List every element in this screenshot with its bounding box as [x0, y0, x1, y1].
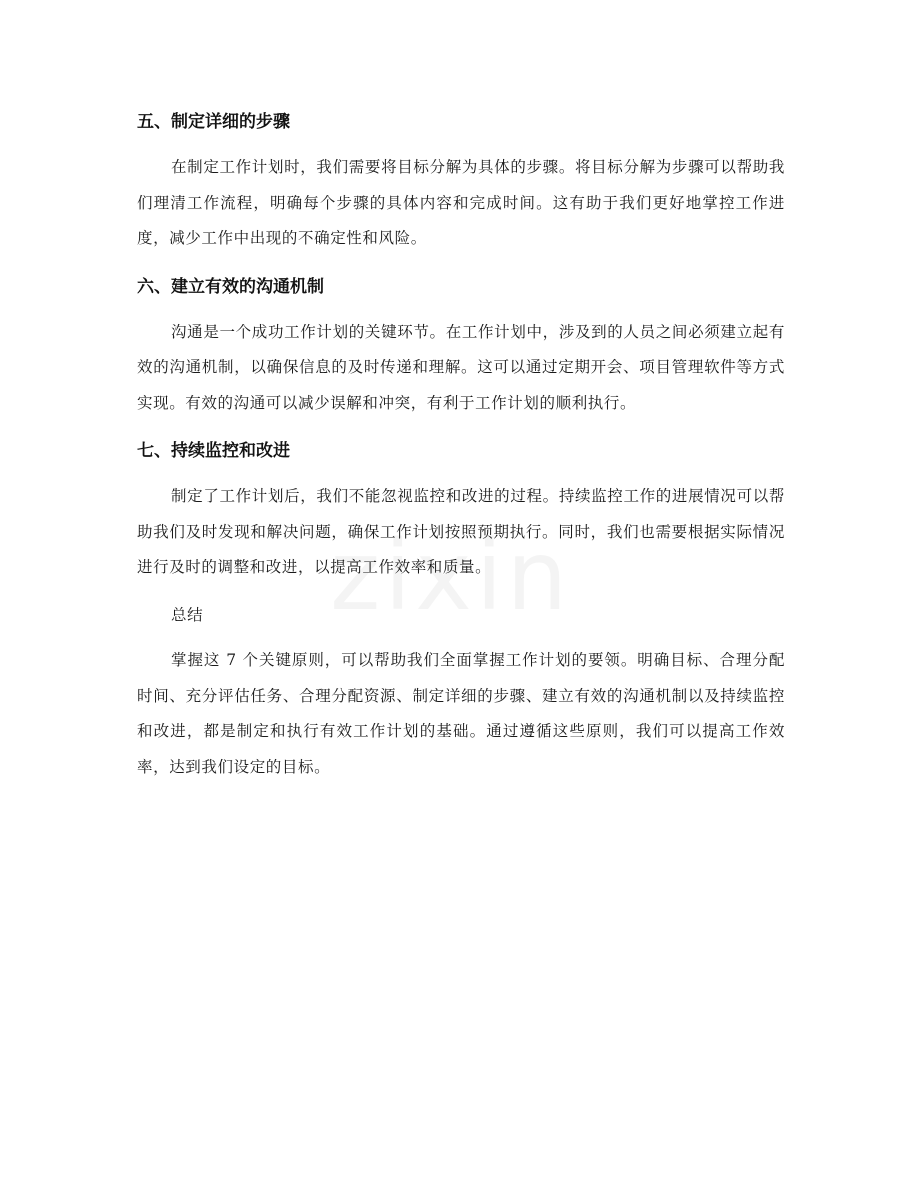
- section-paragraph-7: 制定了工作计划后，我们不能忽视监控和改进的过程。持续监控工作的进展情况可以帮助我们及时发现和解决问题，确保工作计划按照预期执行。同时，我们也需要根据实际情况进行及时的调整和改进，以提高工作效率和质量。: [137, 487, 785, 576]
- section-title-5: 五、制定详细的步骤: [137, 112, 290, 132]
- document-body: [137, 104, 785, 797]
- summary-paragraph: 掌握这 7 个关键原则，可以帮助我们全面掌握工作计划的要领。明确目标、合理分配时间、充分评估任务、合理分配资源、制定详细的步骤、建立有效的沟通机制以及持续监控和改进，都是制定和执行有效工作计划的基础。通过遵循这些原则，我们可以提高工作效率，达到我们设定的目标。: [137, 651, 785, 776]
- summary-label: 总结: [171, 605, 204, 624]
- section-paragraph-6: 沟通是一个成功工作计划的关键环节。在工作计划中，涉及到的人员之间必须建立起有效的沟通机制，以确保信息的及时传递和理解。这可以通过定期开会、项目管理软件等方式实现。有效的沟通可以减少误解和冲突，有利于工作计划的顺利执行。: [137, 322, 785, 412]
- section-title-7: 七、持续监控和改进: [137, 441, 290, 461]
- section-title-6: 六、建立有效的沟通机制: [137, 276, 324, 297]
- section-paragraph-5: 在制定工作计划时，我们需要将目标分解为具体的步骤。将目标分解为步骤可以帮助我们理清工作流程，明确每个步骤的具体内容和完成时间。这有助于我们更好地掌控工作进度，减少工作中出现的不确定性和风险。: [137, 158, 785, 247]
